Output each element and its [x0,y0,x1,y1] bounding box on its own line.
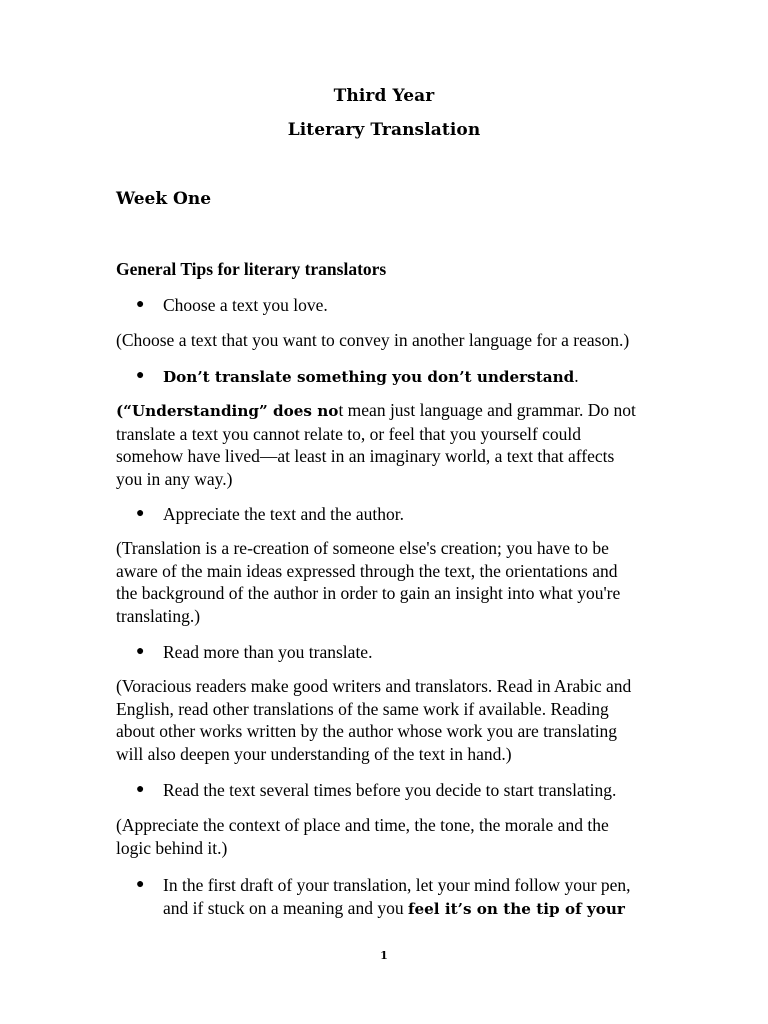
paragraph-line [116,399,656,423]
bullet-item [136,294,328,317]
bullet-text: Appreciate the text and the author. [163,504,405,524]
paragraph-line: English, read other translations of the same work if available. Reading [116,698,609,719]
bullet-text-end: . [574,366,579,386]
paragraph-line: will also deepen your understanding of the text in hand.) [116,743,512,764]
paragraph-line: about other works written by the author whose work you are translating [116,721,618,742]
bullet-text: and if stuck on a meaning and you [163,897,408,918]
paragraph [116,814,656,859]
paragraph-bold-text: (“Understanding” does no [116,402,339,420]
paragraph [116,537,656,627]
doc-title-line1: Third Year [333,86,435,106]
paragraph-text: t mean just language and grammar. Do not [338,400,636,420]
doc-title-line2: Literary Translation [287,120,481,140]
bullet-text-line [163,897,631,921]
bullet-item [136,641,372,664]
paragraph-line: translating.) [116,605,201,626]
paragraph-line: the background of the author in order to gain an insight into what you're [116,583,621,604]
page-number: 1 [380,949,388,962]
paragraph-line: logic behind it.) [116,837,228,858]
bullet-item [136,779,616,802]
paragraph [116,675,656,765]
bullet-item [136,365,579,389]
bullet-icon: ● [136,368,145,383]
bullet-icon: ● [136,644,145,659]
paragraph [116,399,656,490]
paragraph-line: somehow have lived—at least in an imaginary world, a text that affects [116,446,615,467]
bullet-item [136,874,631,920]
bullet-text: Read the text several times before you decide to start translating. [163,780,617,800]
bullet-text-bold: feel it’s on the tip of your [407,899,625,918]
paragraph-line: aware of the main ideas expressed through the text, the orientations and [116,560,618,581]
paragraph-line: you in any way.) [116,468,233,489]
paragraph-line: translate a text you cannot relate to, or feel that you yourself could [116,423,582,444]
section-heading: General Tips for literary translators [116,259,387,279]
bullet-text: Choose a text you love. [163,295,328,315]
bullet-icon: ● [136,297,145,312]
bullet-icon: ● [136,782,145,797]
paragraph-line: (Appreciate the context of place and time, the tone, the morale and the [116,815,609,835]
paragraph-line: (Choose a text that you want to convey in another language for a reason.) [116,330,630,350]
paragraph-line: (Voracious readers make good writers and translators. Read in Arabic and [116,676,632,696]
paragraph-line: (Translation is a re-creation of someone else's creation; you have to be [116,538,609,558]
bullet-icon: ● [136,506,145,521]
bullet-text: In the first draft of your translation, let your mind follow your pen, [163,875,631,895]
section-week: Week One [116,189,212,209]
bullet-icon: ● [136,877,145,892]
bullet-text-bold: Don’t translate something you don’t understand [163,368,575,386]
paragraph [116,329,656,352]
bullet-text: Read more than you translate. [163,642,373,662]
bullet-item [136,503,404,526]
